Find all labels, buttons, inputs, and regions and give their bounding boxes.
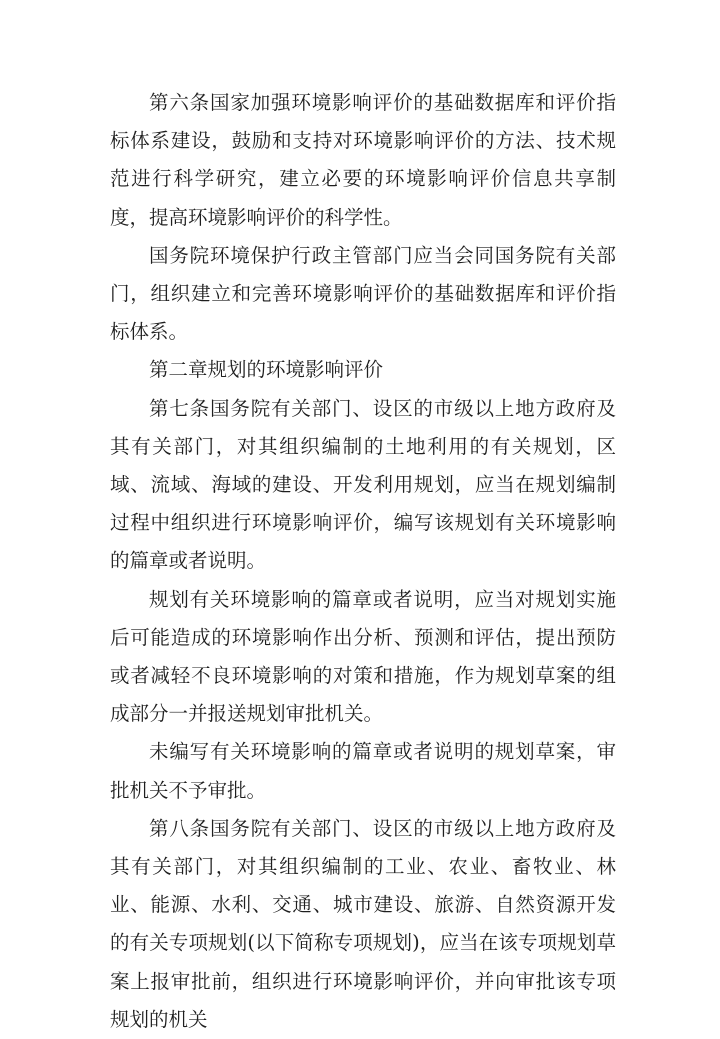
paragraph-article-6-clause-2: 国务院环境保护行政主管部门应当会同国务院有关部门，组织建立和完善环境影响评价的基础数据库和评价指标体系。 — [110, 243, 616, 344]
paragraph-article-7-clause-2: 规划有关环境影响的篇章或者说明，应当对规划实施后可能造成的环境影响作出分析、预测和评估，提出预防或者减轻不良环境影响的对策和措施，作为规划草案的组成部分一并报送规划审批机关。 — [110, 587, 616, 726]
paragraph-article-7: 第七条国务院有关部门、设区的市级以上地方政府及其有关部门，对其组织编制的土地利用的有关规划，区域、流域、海域的建设、开发利用规划，应当在规划编制过程中组织进行环境影响评价，编写该规划有关环境影响的篇章或者说明。 — [110, 396, 616, 573]
paragraph-article-7-clause-3: 未编写有关环境影响的篇章或者说明的规划草案，审批机关不予审批。 — [110, 740, 616, 802]
document-body — [110, 84, 616, 1039]
paragraph-article-6: 第六条国家加强环境影响评价的基础数据库和评价指标体系建设，鼓励和支持对环境影响评价的方法、技术规范进行科学研究，建立必要的环境影响评价信息共享制度，提高环境影响评价的科学性。 — [110, 91, 616, 229]
chapter-heading: 第二章规划的环境影响评价 — [149, 358, 384, 382]
paragraph-article-8: 第八条国务院有关部门、设区的市级以上地方政府及其有关部门，对其组织编制的工业、农业、畜牧业、林业、能源、水利、交通、城市建设、旅游、自然资源开发的有关专项规划(以下简称专项规划)，应当在该专项规划草案上报审批前，组织进行环境影响评价，并向审批该专项规划的机关 — [110, 816, 616, 1031]
